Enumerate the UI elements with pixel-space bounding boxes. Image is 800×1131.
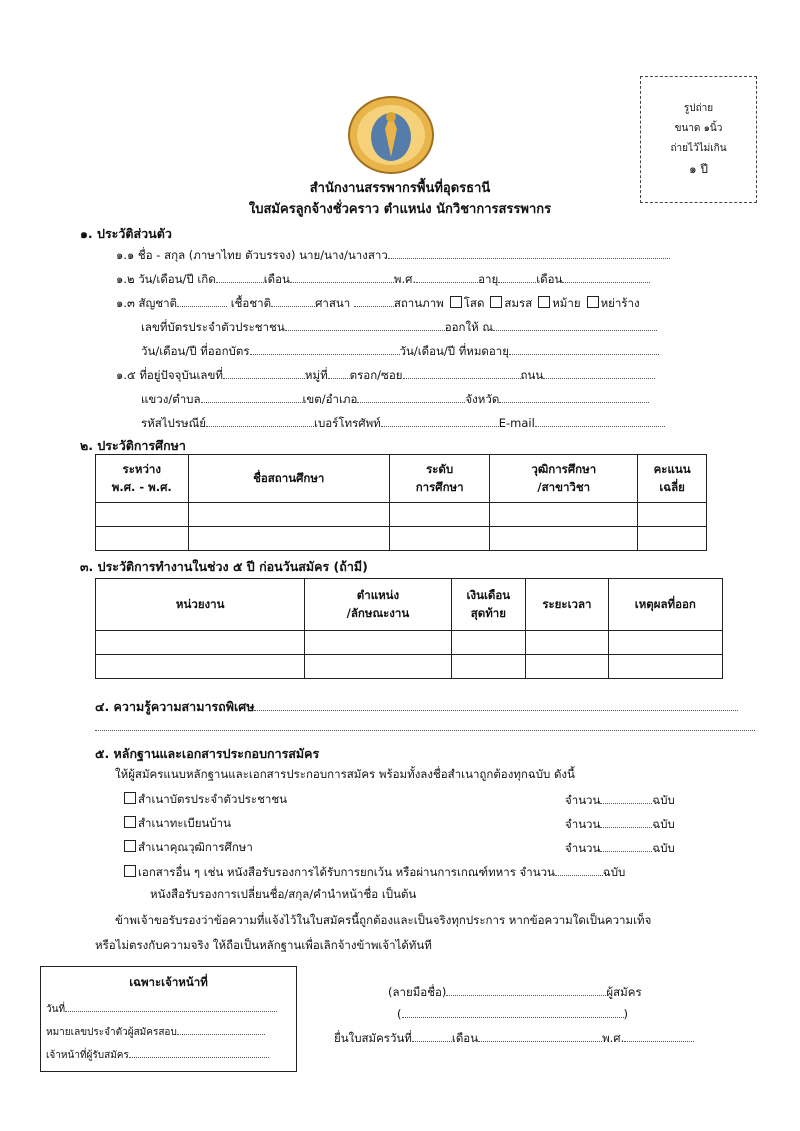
province-field[interactable] xyxy=(499,390,649,403)
officer-field[interactable] xyxy=(129,1047,269,1058)
doc2-qty-field[interactable] xyxy=(600,815,652,828)
work-col-salary: เงินเดือน สุดท้าย xyxy=(451,579,526,631)
id-card-field[interactable] xyxy=(285,318,445,331)
nationality-label: ๑.๓ สัญชาติ xyxy=(116,296,178,310)
signature-row xyxy=(388,983,642,1002)
subdistrict-label: แขวง/ตำบล xyxy=(141,392,201,406)
district-field[interactable] xyxy=(357,390,465,403)
work-col-org: หน่วยงาน xyxy=(96,579,305,631)
married-label: สมรส xyxy=(504,296,533,310)
id-card-label: เลขที่บัตรประจำตัวประชาชน xyxy=(141,320,285,334)
nationality-field[interactable] xyxy=(177,294,227,307)
birth-year-label: พ.ศ. xyxy=(393,272,417,286)
office-name: สำนักงานสรรพากรพื้นที่อุดรธานี xyxy=(309,181,491,196)
single-checkbox[interactable] xyxy=(450,296,462,308)
issue-date-field[interactable] xyxy=(250,342,400,355)
status-label: สถานภาพ xyxy=(393,296,444,310)
photo-label-4: ๑ ปี xyxy=(688,162,709,176)
doc4-label: เอกสารอื่น ๆ เช่น หนังสือรับรองการได้รับการยกเว้น หรือผ่านการเกณฑ์ทหาร จำนวน xyxy=(138,865,555,879)
photo-label-1: รูปถ่าย xyxy=(683,103,714,114)
edu-col-institution: ชื่อสถานศึกษา xyxy=(188,455,389,503)
official-date-row: วันที่ xyxy=(46,1001,277,1017)
education-table xyxy=(95,454,707,551)
phone-label: เบอร์โทรศัพท์ xyxy=(314,416,381,430)
submit-label: ยื่นใบสมัครวันที่ xyxy=(334,1031,412,1045)
submit-month-field[interactable] xyxy=(478,1029,602,1042)
certify-line-1: ข้าพเจ้าขอรับรองว่าข้อความที่แจ้งไว้ในใบสมัครนี้ถูกต้องและเป็นจริงทุกประการ หากข้อความใดเป็นความเท็จ xyxy=(115,913,652,927)
divorced-checkbox[interactable] xyxy=(587,296,599,308)
photo-label-3: ถ่ายไว้ไม่เกิน xyxy=(670,143,727,154)
province-label: จังหวัด xyxy=(465,392,500,406)
submit-date-row: ยื่นใบสมัครวันที่ เดือน พ.ศ. xyxy=(334,1029,694,1048)
doc4-qty-field[interactable] xyxy=(555,863,603,876)
work-header-row xyxy=(96,579,723,631)
issued-at-field[interactable] xyxy=(493,318,657,331)
widowed-label: หม้าย xyxy=(552,296,581,310)
soi-field[interactable] xyxy=(403,366,521,379)
official-date-field[interactable] xyxy=(65,1001,277,1012)
nationality-row xyxy=(116,294,640,313)
expiry-date-field[interactable] xyxy=(509,342,659,355)
doc3-qty: จำนวน ฉบับ xyxy=(565,841,675,855)
name-label: ๑.๑ ชื่อ - สกุล (ภาษาไทย ตัวบรรจง) นาย/นาง/นางสาว xyxy=(116,248,388,262)
id-card-row xyxy=(141,318,657,337)
submit-year-field[interactable] xyxy=(624,1029,694,1042)
age-field[interactable] xyxy=(498,270,536,283)
age-months-label: เดือน xyxy=(536,272,563,286)
applicant-label: ผู้สมัคร xyxy=(606,985,642,999)
revenue-department-seal-icon xyxy=(345,95,437,175)
edu-col-degree: วุฒิการศึกษา /สาขาวิชา xyxy=(490,455,638,503)
certify-line-2: หรือไม่ตรงกับความจริง ให้ถือเป็นหลักฐานเพื่อเลิกจ้างข้าพเจ้าได้ทันที xyxy=(95,938,432,952)
submit-day-field[interactable] xyxy=(412,1029,452,1042)
doc4-checkbox[interactable] xyxy=(124,865,136,877)
section1-heading: ๑. ประวัติส่วนตัว xyxy=(80,226,172,241)
road-field[interactable] xyxy=(543,366,655,379)
work-table xyxy=(95,578,723,679)
race-field[interactable] xyxy=(271,294,315,307)
issue-date-label: วัน/เดือน/ปี ที่ออกบัตร xyxy=(141,344,250,358)
single-label: โสด xyxy=(463,296,485,310)
section4-row xyxy=(95,697,738,717)
email-field[interactable] xyxy=(535,414,665,427)
issued-at-label: ออกให้ ณ xyxy=(444,320,494,334)
edu-col-level: ระดับ การศึกษา xyxy=(389,455,489,503)
doc2-checkbox[interactable] xyxy=(124,816,136,828)
phone-field[interactable] xyxy=(381,414,499,427)
signature-label: (ลายมือชื่อ) xyxy=(388,985,447,999)
email-label: E-mail xyxy=(498,416,535,430)
table-row[interactable] xyxy=(96,527,707,551)
education-header-row xyxy=(96,455,707,503)
doc1-qty-field[interactable] xyxy=(600,791,652,804)
religion-label: ศาสนา xyxy=(315,296,351,310)
birth-month-label: เดือน xyxy=(263,272,290,286)
doc-item-4 xyxy=(124,863,625,882)
special-skills-field[interactable] xyxy=(254,698,738,711)
birth-day-field[interactable] xyxy=(216,270,264,283)
religion-field[interactable] xyxy=(354,294,394,307)
work-col-reason: เหตุผลที่ออก xyxy=(608,579,722,631)
moo-field[interactable] xyxy=(328,366,350,379)
section2-heading: ๒. ประวัติการศึกษา xyxy=(80,438,186,453)
contact-row xyxy=(141,414,665,433)
table-row[interactable] xyxy=(96,503,707,527)
table-row[interactable] xyxy=(96,655,723,679)
work-col-position: ตำแหน่ง /ลักษณะงาน xyxy=(305,579,451,631)
subdistrict-row xyxy=(141,390,649,409)
section5-heading: ๕. หลักฐานและเอกสารประกอบการสมัคร xyxy=(95,746,320,761)
birth-year-field[interactable] xyxy=(416,270,478,283)
official-officer-row: เจ้าหน้าที่ผู้รับสมัคร xyxy=(46,1047,269,1063)
work-col-duration: ระยะเวลา xyxy=(526,579,609,631)
divorced-label: หย่าร้าง xyxy=(600,296,640,310)
edu-col-gpa: คะแนน เฉลี่ย xyxy=(638,455,707,503)
name-field[interactable] xyxy=(388,246,670,259)
photo-label-2: ขนาด ๑นิ้ว xyxy=(674,123,723,134)
doc1-qty: จำนวน ฉบับ xyxy=(565,793,675,807)
age-label: อายุ xyxy=(478,272,499,286)
section5-intro: ให้ผู้สมัครแนบหลักฐานและเอกสารประกอบการสมัคร พร้อมทั้งลงชื่อสำเนาถูกต้องทุกฉบับ ดังนี้ xyxy=(115,767,575,781)
race-label: เชื้อชาติ xyxy=(230,296,272,310)
issue-row xyxy=(141,342,659,361)
doc3-qty-field[interactable] xyxy=(600,839,652,852)
soi-label: ตรอก/ซอย xyxy=(349,368,403,382)
official-use-box xyxy=(40,966,297,1072)
birth-month-field[interactable] xyxy=(290,270,394,283)
printed-name-row: ( ) xyxy=(397,1007,628,1021)
doc-item-4-cont: หนังสือรับรองการเปลี่ยนชื่อ/สกุล/คำนำหน้าชื่อ เป็นต้น xyxy=(150,887,417,901)
edu-col-years: ระหว่าง พ.ศ. - พ.ศ. xyxy=(96,455,189,503)
district-label: เขต/อำเภอ xyxy=(302,392,358,406)
doc2-qty: จำนวน ฉบับ xyxy=(565,817,675,831)
doc4-copies: ฉบับ xyxy=(602,865,626,879)
section4-heading: ๔. ความรู้ความสามารถพิเศษ xyxy=(95,699,255,714)
house-no-field[interactable] xyxy=(223,366,305,379)
birth-row xyxy=(116,270,650,289)
table-row[interactable] xyxy=(96,631,723,655)
printed-name-field[interactable] xyxy=(402,1005,624,1018)
married-checkbox[interactable] xyxy=(490,296,502,308)
doc-item-2 xyxy=(124,815,231,833)
doc3-checkbox[interactable] xyxy=(124,840,136,852)
official-title: เฉพาะเจ้าหน้าที่ xyxy=(129,975,208,989)
subdistrict-field[interactable] xyxy=(201,390,303,403)
doc1-checkbox[interactable] xyxy=(124,792,136,804)
section3-heading: ๓. ประวัติการทำงานในช่วง ๕ ปี ก่อนวันสมัคร (ถ้ามี) xyxy=(80,559,368,574)
official-applicant-row: หมายเลขประจำตัวผู้สมัครสอบ xyxy=(46,1024,265,1040)
form-title: ใบสมัครลูกจ้างชั่วคราว ตำแหน่ง นักวิชาการสรรพากร xyxy=(248,202,552,217)
special-skills-field-2[interactable] xyxy=(95,730,755,731)
moo-label: หมู่ที่ xyxy=(304,368,328,382)
doc2-label: สำเนาทะเบียนบ้าน xyxy=(138,816,231,830)
signature-field[interactable] xyxy=(446,983,606,996)
expiry-date-label: วัน/เดือน/ปี ที่หมดอายุ xyxy=(399,344,510,358)
doc-item-1 xyxy=(124,791,287,809)
age-months-field[interactable] xyxy=(562,270,650,283)
postcode-label: รหัสไปรษณีย์ xyxy=(141,416,207,430)
doc1-label: สำเนาบัตรประจำตัวประชาชน xyxy=(138,792,288,806)
postcode-field[interactable] xyxy=(206,414,314,427)
birth-label: ๑.๒ วัน/เดือน/ปี เกิด xyxy=(116,272,216,286)
name-row xyxy=(116,246,670,265)
address-label: ๑.๕ ที่อยู่ปัจจุบันเลขที่ xyxy=(116,368,223,382)
address-row xyxy=(116,366,655,385)
applicant-no-field[interactable] xyxy=(177,1024,265,1035)
doc-item-3 xyxy=(124,839,253,857)
doc3-label: สำเนาคุณวุฒิการศึกษา xyxy=(138,840,253,854)
widowed-checkbox[interactable] xyxy=(538,296,550,308)
road-label: ถนน xyxy=(520,368,544,382)
